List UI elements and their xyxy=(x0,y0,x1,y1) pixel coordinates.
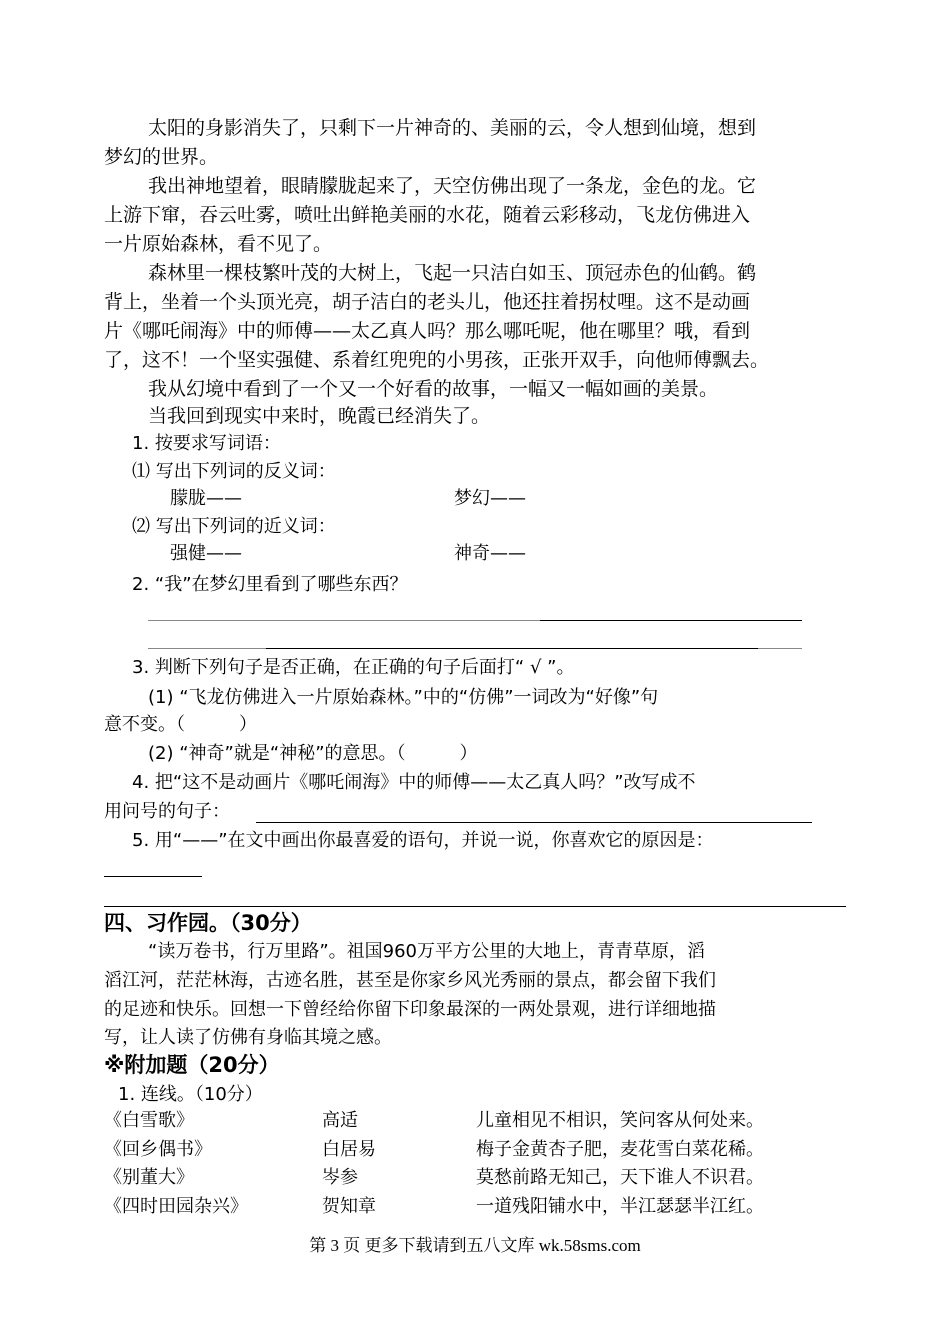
passage-line: 一片原始森林，看不见了。 xyxy=(104,233,333,255)
passage-line: 片《哪吒闹海》中的师傅——太乙真人吗？那么哪吒呢，他在哪里？哦，看到 xyxy=(104,320,751,342)
passage-line: 我从幻境中看到了一个又一个好看的故事，一幅又一幅如画的美景。 xyxy=(148,378,719,400)
question-3: 3. 判断下列句子是否正确，在正确的句子后面打“ √ ”。 xyxy=(132,657,575,678)
poem-line[interactable]: 莫愁前路无知己，天下谁人不识君。 xyxy=(476,1167,764,1188)
question-3-1-cont: 意不变。（ ） xyxy=(104,714,257,735)
answer-line[interactable] xyxy=(104,876,202,877)
question-1-1: ⑴ 写出下列词的反义词： xyxy=(132,461,336,482)
answer-line[interactable] xyxy=(148,620,540,621)
poem-line[interactable]: 一道残阳铺水中，半江瑟瑟半江红。 xyxy=(476,1196,764,1217)
answer-line[interactable] xyxy=(758,648,802,649)
antonym-item-a: 朦胧—— xyxy=(170,488,242,509)
question-4: 4. 把“这不是动画片《哪吒闹海》中的师傅——太乙真人吗？”改写成不 xyxy=(132,772,696,793)
passage-line: 背上，坐着一个头顶光亮，胡子洁白的老头儿，他还拄着拐杖哩。这不是动画 xyxy=(104,291,751,313)
poet-name[interactable]: 贺知章 xyxy=(322,1196,376,1217)
answer-line[interactable] xyxy=(148,648,266,649)
question-1: 1. 按要求写词语： xyxy=(132,433,281,454)
question-3-1: (1) “飞龙仿佛进入一片原始森林。”中的“仿佛”一词改为“好像”句 xyxy=(148,687,659,708)
question-5: 5. 用“——”在文中画出你最喜爱的语句，并说一说，你喜欢它的原因是： xyxy=(132,830,714,851)
section-title: 四、习作园。（30分） xyxy=(104,911,312,935)
bonus-title: ※附加题（20分） xyxy=(104,1053,280,1077)
synonym-item-a: 强健—— xyxy=(170,543,242,564)
page-footer: 第 3 页 更多下载请到五八文库 wk.58sms.com xyxy=(309,1236,641,1255)
question-1-2: ⑵ 写出下列词的近义词： xyxy=(132,516,336,537)
poem-line[interactable]: 儿童相见不相识，笑问客从何处来。 xyxy=(476,1110,764,1131)
passage-line: 梦幻的世界。 xyxy=(104,146,219,168)
essay-prompt-line: 写，让人读了仿佛有身临其境之感。 xyxy=(104,1027,392,1048)
question-4-cont: 用问号的句子： xyxy=(104,801,230,822)
antonym-item-b: 梦幻—— xyxy=(454,488,526,509)
passage-line: 当我回到现实中来时，晚霞已经消失了。 xyxy=(148,405,491,427)
poet-name[interactable]: 高适 xyxy=(322,1110,358,1131)
passage-line: 我出神地望着，眼睛朦胧起来了，天空仿佛出现了一条龙，金色的龙。它 xyxy=(148,175,757,197)
poem-title[interactable]: 《四时田园杂兴》 xyxy=(104,1196,248,1217)
question-2: 2. “我”在梦幻里看到了哪些东西？ xyxy=(132,574,408,595)
answer-line[interactable] xyxy=(540,620,802,621)
question-3-2: (2) “神奇”就是“神秘”的意思。（ ） xyxy=(148,743,478,764)
synonym-item-b: 神奇—— xyxy=(454,543,526,564)
poem-title[interactable]: 《白雪歌》 xyxy=(104,1110,194,1131)
poet-name[interactable]: 岑参 xyxy=(322,1167,358,1188)
passage-line: 了，这不！一个坚实强健、系着红兜兜的小男孩，正张开双手，向他师傅飘去。 xyxy=(104,349,770,371)
answer-line[interactable] xyxy=(256,822,812,823)
essay-prompt-line: 的足迹和快乐。回想一下曾经给你留下印象最深的一两处景观，进行详细地描 xyxy=(104,999,716,1020)
bonus-subtitle: 1. 连线。（10分） xyxy=(118,1084,263,1105)
poet-name[interactable]: 白居易 xyxy=(322,1139,376,1160)
poem-title[interactable]: 《别董大》 xyxy=(104,1167,194,1188)
passage-line: 森林里一棵枝繁叶茂的大树上，飞起一只洁白如玉、顶冠赤色的仙鹤。鹤 xyxy=(148,262,757,284)
answer-line[interactable] xyxy=(266,648,758,649)
poem-line[interactable]: 梅子金黄杏子肥，麦花雪白菜花稀。 xyxy=(476,1139,764,1160)
essay-prompt-line: 滔江河，茫茫林海，古迹名胜，甚至是你家乡风光秀丽的景点，都会留下我们 xyxy=(104,970,716,991)
passage-line: 上游下窜，吞云吐雾，喷吐出鲜艳美丽的水花，随着云彩移动，飞龙仿佛进入 xyxy=(104,204,751,226)
poem-title[interactable]: 《回乡偶书》 xyxy=(104,1139,212,1160)
essay-prompt-line: “读万卷书，行万里路”。祖国960万平方公里的大地上，青青草原，滔 xyxy=(148,941,706,962)
passage-line: 太阳的身影消失了，只剩下一片神奇的、美丽的云，令人想到仙境，想到 xyxy=(148,117,757,139)
answer-line[interactable] xyxy=(104,906,846,907)
